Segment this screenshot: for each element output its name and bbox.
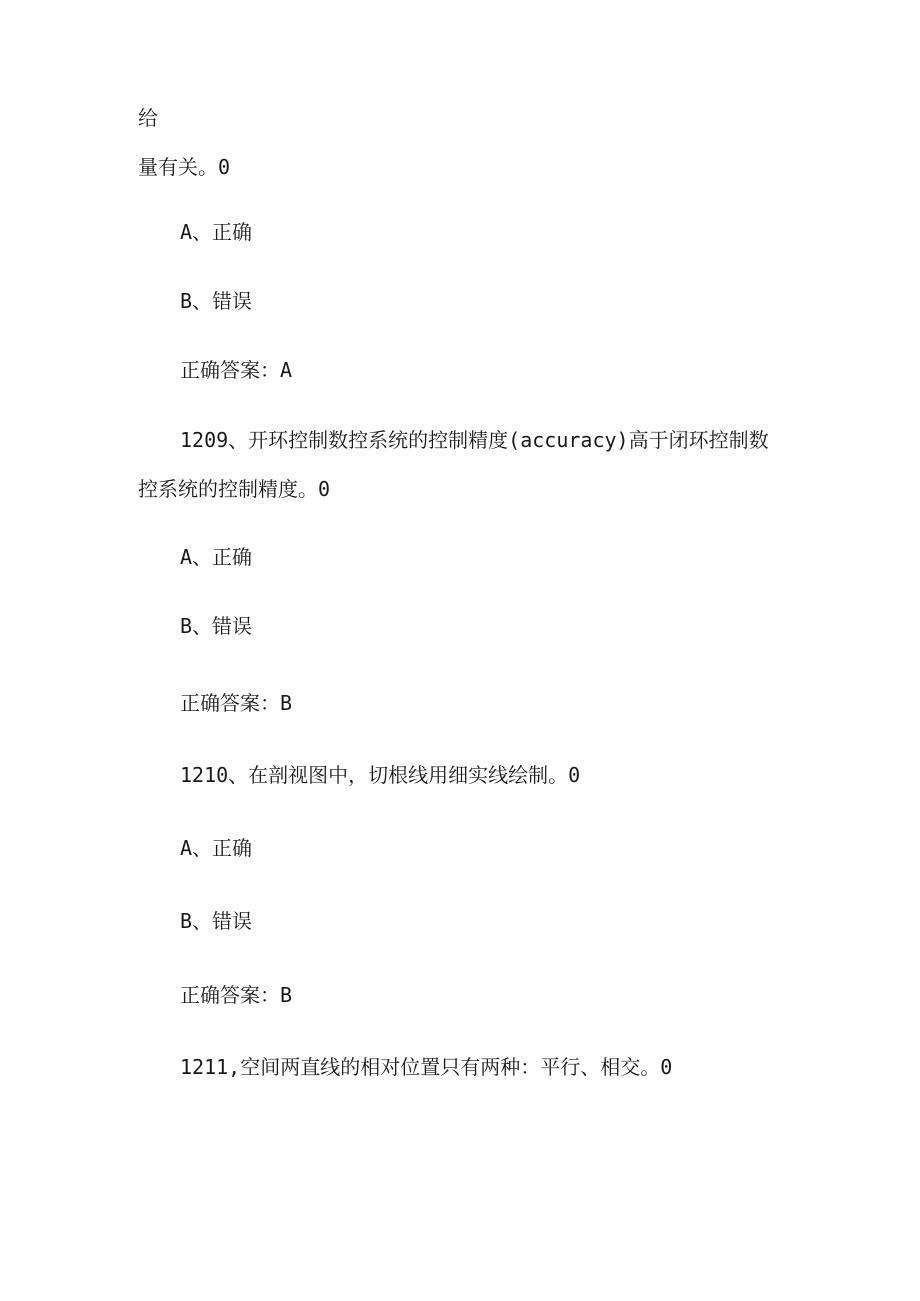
prev-question-option-a: A、正确 — [180, 220, 253, 244]
prev-question-answer: 正确答案：A — [180, 358, 293, 382]
question-1210-stem: 1210、在剖视图中，切根线用细实线绘制。0 — [180, 763, 581, 787]
question-1209-stem-line-2: 控系统的控制精度。0 — [138, 477, 331, 501]
question-1210-option-a: A、正确 — [180, 836, 253, 860]
prev-question-option-b: B、错误 — [180, 289, 253, 313]
question-1209-option-b: B、错误 — [180, 614, 253, 638]
question-1211-stem: 1211,空间两直线的相对位置只有两种：平行、相交。0 — [180, 1055, 673, 1079]
question-1209-stem-line-1: 1209、开环控制数控系统的控制精度(accuracy)高于闭环控制数 — [180, 428, 769, 452]
fragment-text: 给 — [138, 106, 158, 130]
prev-question-stem-tail: 量有关。0 — [138, 155, 231, 179]
question-1210-answer: 正确答案：B — [180, 983, 293, 1007]
question-1210-option-b: B、错误 — [180, 909, 253, 933]
question-1209-answer: 正确答案：B — [180, 691, 293, 715]
question-1209-option-a: A、正确 — [180, 545, 253, 569]
